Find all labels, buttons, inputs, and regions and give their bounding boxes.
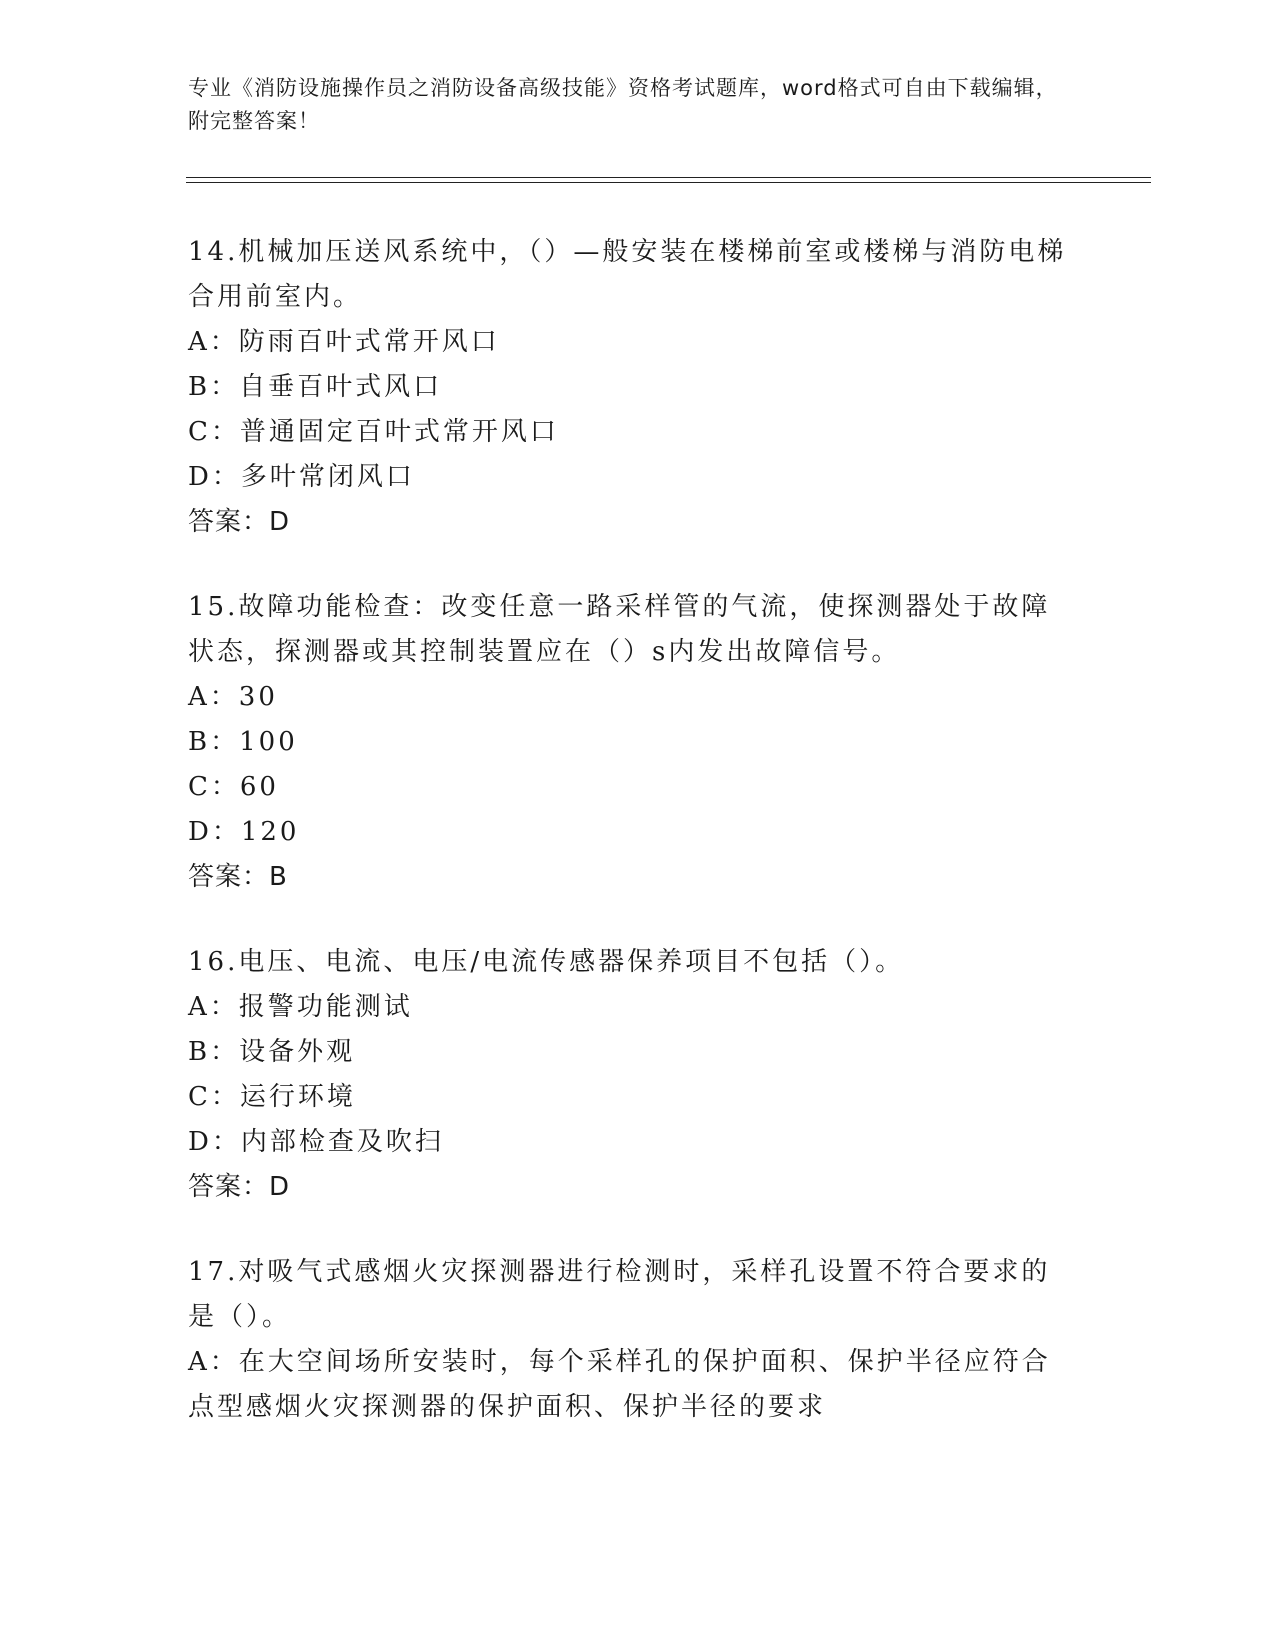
option-a: A：30 xyxy=(188,682,278,712)
question-16 xyxy=(188,940,1078,1210)
option-c: C：运行环境 xyxy=(188,1082,356,1112)
option-b: B：100 xyxy=(188,727,298,757)
option-d: D：内部检查及吹扫 xyxy=(188,1127,444,1157)
option-c: C：普通固定百叶式常开风口 xyxy=(188,417,559,447)
question-stem: 14.机械加压送风系统中，（）—般安装在楼梯前室或楼梯与消防电梯合用前室内。 xyxy=(188,237,1067,312)
answer-line: 答案：D xyxy=(188,1172,291,1202)
question-list xyxy=(188,230,1078,1470)
question-17 xyxy=(188,1250,1078,1430)
option-b: B：设备外观 xyxy=(188,1037,356,1067)
question-stem: 17.对吸气式感烟火灾探测器进行检测时，采样孔设置不符合要求的是（）。 xyxy=(188,1257,1051,1332)
header-divider-bottom xyxy=(186,182,1151,183)
option-a: A：报警功能测试 xyxy=(188,992,413,1022)
option-b: B：自垂百叶式风口 xyxy=(188,372,443,402)
question-stem: 16.电压、电流、电压/电流传感器保养项目不包括（）。 xyxy=(188,947,905,977)
option-d: D：120 xyxy=(188,817,300,847)
option-a: A：防雨百叶式常开风口 xyxy=(188,327,500,357)
answer-line: 答案：B xyxy=(188,862,288,892)
option-c: C：60 xyxy=(188,772,279,802)
question-stem: 15.故障功能检查：改变任意一路采样管的气流，使探测器处于故障状态，探测器或其控制装置应在（）s内发出故障信号。 xyxy=(188,592,1051,667)
option-d: D：多叶常闭风口 xyxy=(188,462,415,492)
question-14 xyxy=(188,230,1078,545)
answer-line: 答案：D xyxy=(188,507,291,537)
question-15 xyxy=(188,585,1078,900)
header-divider-top xyxy=(186,177,1151,178)
document-header: 专业《消防设施操作员之消防设备高级技能》资格考试题库，word格式可自由下载编辑，附完整答案！ xyxy=(188,76,1058,133)
option-a: A：在大空间场所安装时，每个采样孔的保护面积、保护半径应符合点型感烟火灾探测器的保护面积、保护半径的要求 xyxy=(188,1347,1051,1422)
